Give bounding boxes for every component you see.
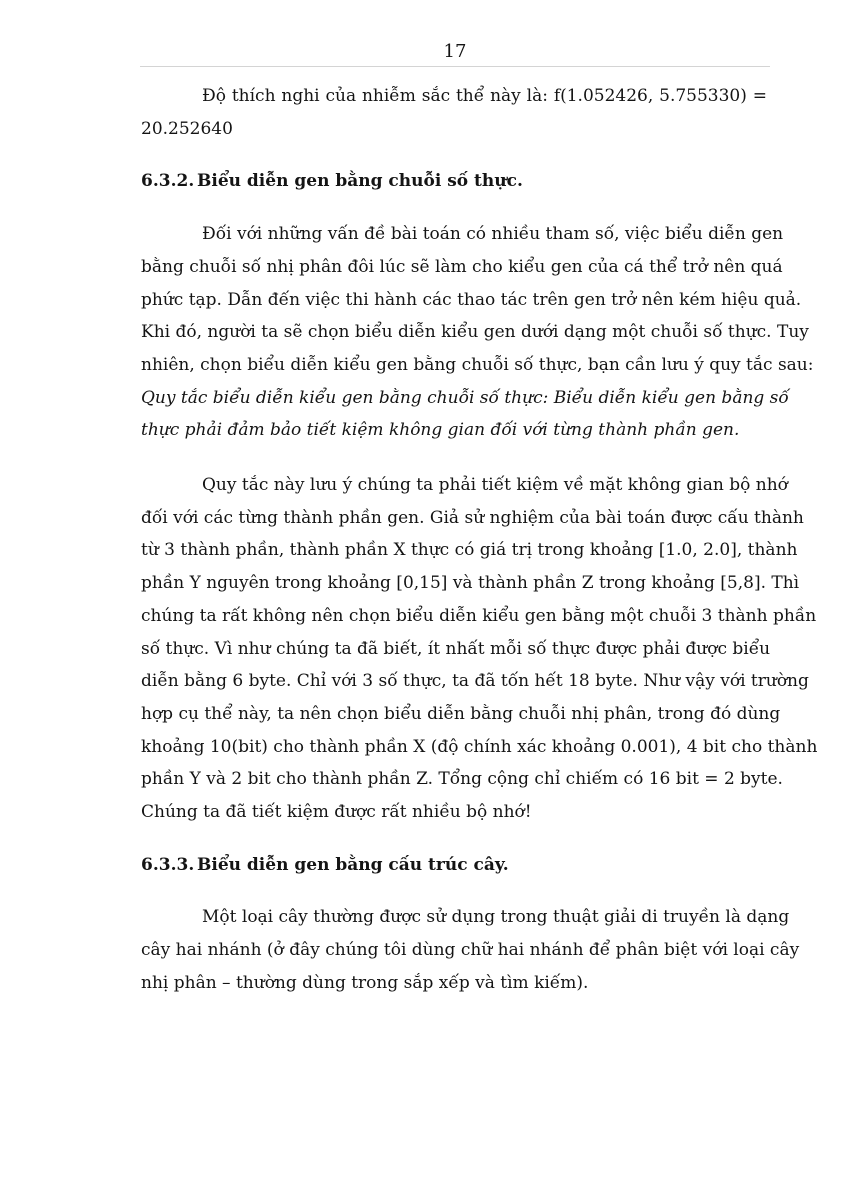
paragraph-line: hợp cụ thể này, ta nên chọn biểu diễn bằng chuỗi nhị phân, trong đó dùng <box>141 703 781 724</box>
paragraph-line: nhiên, chọn biểu diễn kiểu gen bằng chuỗi số thực, bạn cần lưu ý quy tắc sau: <box>141 354 814 375</box>
paragraph-line: phần Y và 2 bit cho thành phần Z. Tổng cộng chỉ chiếm có 16 bit = 2 byte. <box>141 769 783 790</box>
fitness-paragraph <box>141 80 767 145</box>
paragraph-memory-saving <box>141 469 818 829</box>
section-number: 6.3.2. <box>141 171 195 192</box>
paragraph-line: khoảng 10(bit) cho thành phần X (độ chính xác khoảng 0.001), 4 bit cho thành <box>141 736 818 757</box>
paragraph-line: Chúng ta đã tiết kiệm được rất nhiều bộ nhớ! <box>141 802 532 823</box>
paragraph-line: Độ thích nghi của nhiễm sắc thể này là: f(1.052426, 5.755330) = <box>202 86 767 106</box>
section-title: Biểu diễn gen bằng chuỗi số thực. <box>197 171 523 192</box>
paragraph-line: bằng chuỗi số nhị phân đôi lúc sẽ làm cho kiểu gen của cá thể trở nên quá <box>141 256 783 277</box>
paragraph-line: phần Y nguyên trong khoảng [0,15] và thành phần Z trong khoảng [5,8]. Thì <box>141 573 800 594</box>
paragraph-line: Một loại cây thường được sử dụng trong thuật giải di truyền là dạng <box>202 907 790 928</box>
paragraph-line: cây hai nhánh (ở đây chúng tôi dùng chữ hai nhánh để phân biệt với loại cây <box>141 940 800 961</box>
paragraph-line: đối với các từng thành phần gen. Giả sử nghiệm của bài toán được cấu thành <box>141 507 804 528</box>
section-heading-6-3-3 <box>141 849 767 882</box>
page-body <box>141 80 818 1000</box>
paragraph-line: 20.252640 <box>141 118 233 139</box>
rule-line: thực phải đảm bảo tiết kiệm không gian đối với từng thành phần gen. <box>141 420 740 441</box>
header-divider <box>140 66 770 67</box>
section-number: 6.3.3. <box>141 854 195 875</box>
paragraph-line: chúng ta rất không nên chọn biểu diễn kiểu gen bằng một chuỗi 3 thành phần <box>141 605 817 626</box>
section-title: Biểu diễn gen bằng cấu trúc cây. <box>197 854 509 875</box>
paragraph-line: nhị phân – thường dùng trong sắp xếp và tìm kiếm). <box>141 972 589 993</box>
paragraph-line: Đối với những vấn đề bài toán có nhiều tham số, việc biểu diễn gen <box>202 224 784 245</box>
paragraph-line: từ 3 thành phần, thành phần X thực có giá trị trong khoảng [1.0, 2.0], thành <box>141 540 798 561</box>
paragraph-line: diễn bằng 6 byte. Chỉ với 3 số thực, ta đã tốn hết 18 byte. Như vậy với trường <box>141 671 809 692</box>
paragraph-real-encoding <box>141 218 814 447</box>
rule-line: Quy tắc biểu diễn kiểu gen bằng chuỗi số thực: Biểu diễn kiểu gen bằng số <box>141 387 789 408</box>
paragraph-tree-encoding <box>141 901 800 999</box>
paragraph-line: số thực. Vì như chúng ta đã biết, ít nhất mỗi số thực được phải được biểu <box>141 638 771 659</box>
paragraph-line: phức tạp. Dẫn đến việc thi hành các thao tác trên gen trở nên kém hiệu quả. <box>141 289 802 310</box>
page-number: 17 <box>443 41 467 62</box>
paragraph-line: Khi đó, người ta sẽ chọn biểu diễn kiểu gen dưới dạng một chuỗi số thực. Tuy <box>141 322 809 343</box>
section-heading-6-3-2 <box>141 165 767 198</box>
paragraph-line: Quy tắc này lưu ý chúng ta phải tiết kiệm về mặt không gian bộ nhớ <box>202 475 788 496</box>
